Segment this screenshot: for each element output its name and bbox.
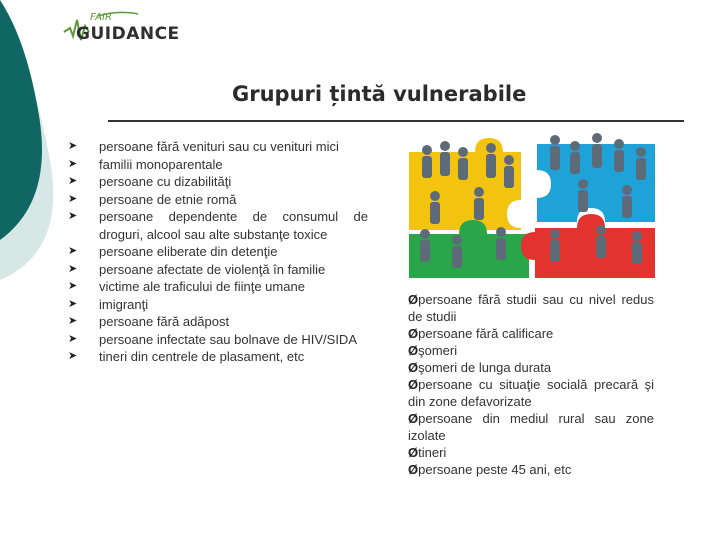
- arrow-bullet-icon: ➤: [68, 175, 78, 187]
- list-item: ➤ persoane fără adăpost: [68, 314, 230, 329]
- arrow-bullet-icon: ➤: [68, 262, 78, 275]
- list-item: ➤ persoane dependente de consumul de droguri, alcool sau alte substanţe toxice: [68, 209, 368, 242]
- arrow-bullet-icon: ➤: [68, 210, 78, 222]
- list-item: ➤ persoane afectate de violenţă în familie: [68, 261, 326, 277]
- list-item: Øşomeri: [408, 343, 458, 358]
- puzzle-people-illustration: [405, 130, 663, 282]
- list-item: Øpersoane peste 45 ani, etc: [408, 462, 572, 477]
- arrow-bullet-icon: ➤: [68, 350, 78, 362]
- bullet-icon: Ø: [408, 343, 419, 358]
- logo-subtext: FAIR: [90, 12, 112, 23]
- bullet-icon: Ø: [408, 411, 419, 426]
- title-divider: [108, 120, 684, 122]
- list-item: Øpersoane cu situaţie socială precară şi din zone defavorizate: [408, 377, 654, 409]
- list-item: Øpersoane fără calificare: [408, 326, 554, 341]
- bullet-icon: Ø: [408, 360, 419, 375]
- bullet-icon: Ø: [408, 462, 419, 477]
- list-item: ➤ victime ale traficului de fiinţe umane: [68, 279, 305, 294]
- logo-text: GUIDANCE: [76, 24, 180, 44]
- bullet-icon: Ø: [408, 326, 419, 341]
- bullet-icon: Ø: [408, 377, 419, 392]
- list-item: Øpersoane din mediul rural sau zone izolate: [408, 411, 654, 443]
- list-item: ➤ tineri din centrele de plasament, etc: [68, 349, 305, 364]
- arrow-bullet-icon: ➤: [68, 192, 78, 205]
- list-item: ➤ familii monoparentale: [68, 156, 223, 172]
- list-item: Øtineri: [408, 445, 447, 460]
- list-item: ➤ imigranţi: [68, 296, 149, 312]
- bullet-icon: Ø: [408, 445, 419, 460]
- arrow-bullet-icon: ➤: [68, 332, 78, 345]
- arrow-bullet-icon: ➤: [68, 315, 78, 327]
- list-item: ➤ persoane de etnie romă: [68, 191, 237, 207]
- right-target-group-list: [408, 291, 654, 478]
- decorative-side-shape: [0, 0, 60, 540]
- page-title: Grupuri țintă vulnerabile: [232, 82, 527, 106]
- arrow-bullet-icon: ➤: [68, 297, 78, 310]
- bullet-icon: Ø: [408, 292, 419, 307]
- list-item: Øşomeri de lunga durata: [408, 360, 552, 375]
- left-target-group-list: [68, 138, 368, 366]
- arrow-bullet-icon: ➤: [68, 157, 78, 170]
- arrow-bullet-icon: ➤: [68, 245, 78, 257]
- list-item: Øpersoane fără studii sau cu nivel redus de studii: [408, 292, 654, 324]
- fair-guidance-logo: [58, 6, 186, 58]
- arrow-bullet-icon: ➤: [68, 280, 78, 292]
- list-item: ➤ persoane infectate sau bolnave de HIV/SIDA: [68, 331, 357, 347]
- list-item: ➤ persoane fără venituri sau cu venituri mici: [68, 139, 339, 154]
- list-item: ➤ persoane cu dizabilităţi: [68, 174, 232, 189]
- list-item: ➤ persoane eliberate din detenţie: [68, 244, 278, 259]
- arrow-bullet-icon: ➤: [68, 140, 78, 152]
